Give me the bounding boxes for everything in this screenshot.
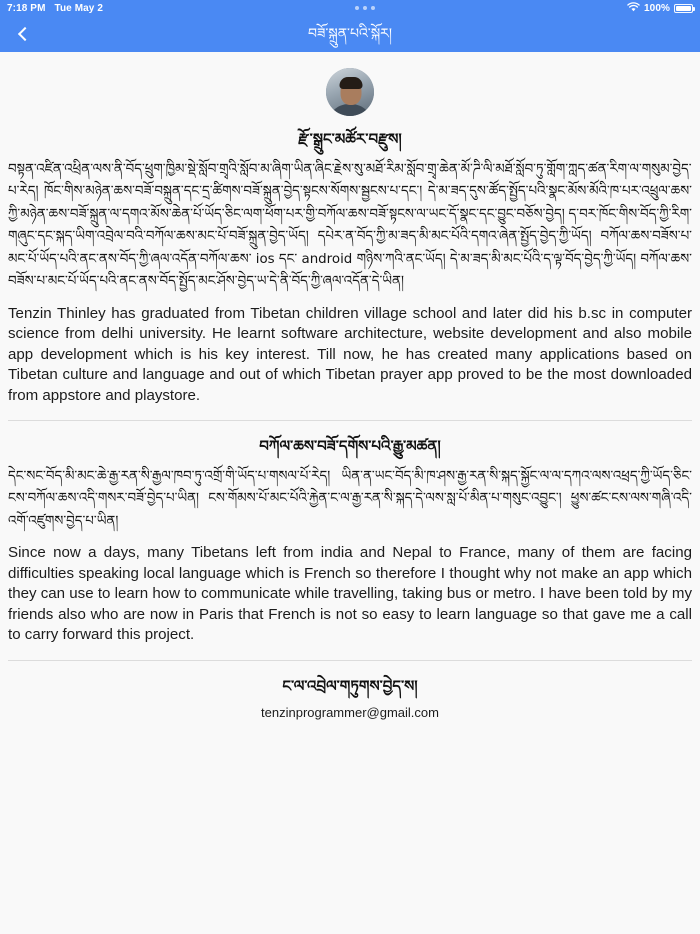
battery-percent-label: 100% [644,2,670,14]
content-scroll-area[interactable] [0,52,700,934]
dot-icon [371,6,375,10]
about-tibetan-paragraph: བསྟན་འཛིན་འཕྲིན་ལས་ནི་བོད་ཕྲུག་ཁྱིམ་སྡེ་སློབ་གྲྭའི་སློབ་མ་ཞིག་ཡིན་ཞིང་རྗེས་སུ་མཐོ་རིམ་སློབ་གྲྭ་ཆེན་མོ་ཌི་ལི་མཐོ་སློབ་ཏུ་གློག་ཀླད་ཚན་རིག་ལ་གསུམ་བྱེད་པ་རེད། ཁོང་གིས་མཉེན་ཆས་བཟོ་བསྐྲུན་དང་དྲ་ཚིགས་བཟོ་སྐྲུན་བྱེད་སྟངས་སོགས་སྦྱངས་པ་དང་། དེ་མ་ཟད་དུས་ཚོད་སྤྱོད་པའི་སྣང་མོས་མོའི་ཁ་པར་འཕྲུལ་ཆས་ཀྱི་མཉེན་ཆས་བཟོ་སྐྲུན་ལ་དགའ་མོས་ཆེན་པོ་ཡོད་ཅིང་ལག་ཕོག་པར་གྱི་བཀོལ་ཆས་བཟོ་སྟངས་ལ་ཡང་དོ་སྣང་དང་བྱུང་བཅོས་བྱེད། ད་བར་ཁོང་གིས་བོད་ཀྱི་རིག་གཞུང་དང་སྐད་ཡིག་འབྲེལ་བའི་བཀོལ་ཆས་མང་པོ་བཟོ་སྐྲུན་བྱེད་ཡོད། དཔེར་ན་བོད་ཀྱི་མ་ཟད་མི་མང་པོའི་དགའ་ཞེན་སྤྱོད་བྱེད་ཀྱི་ཡོད། བཀོལ་ཆས་བཟོས་པ་མང་པོ་ཡོད་པའི་ནང་ནས་བོད་ཀྱི་ཞལ་འདོན་བཀོལ་ཆས་ ios དང་ android གཉིས་ཀའི་ནང་ཡོད། དེ་མ་ཟད་མི་མང་པོའི་ད་ལྟ་བོད་བྱེད་ཀྱི་ཡོད། བཀོལ་ཆས་བཟོས་པ་མང་པོ་ཡོད་པའི་ནང་ནས་བོད་སྤྱོད་མང་ཤོས་བྱེད་ཡ་དེ་ནི་བོད་ཀྱི་ཞལ་འདོན་དེ་ཡིན། [8,161,692,290]
multitask-dots-icon [103,6,627,10]
status-bar [0,0,700,16]
section-heading-about: རྫོ་སྒྲུང་མཚོར་བརྫུས། [298,130,402,148]
dot-icon [355,6,359,10]
reason-english-paragraph: Since now a days, many Tibetans left from india and Nepal to France, many of them are facing difficulties speaking local language which is French so therefore I thought why not make an app which they can use to learn how to communicate while travelling, taking bus or metro. I have been told by my friends also who are now in Paris that French is not so easy to learn language so that gave me a call to carry forward this project. [8,544,692,644]
back-button[interactable] [0,16,46,52]
page-title: བཟོ་སྐྲུན་པའི་སྐོར། [307,26,393,42]
avatar-container [8,52,692,116]
wifi-icon [627,2,640,15]
chevron-left-icon [17,27,31,41]
section-heading-reason: བཀོལ་ཆས་བཟོ་དགོས་པའི་རྒྱུ་མཚན། [259,437,441,456]
battery-icon [674,4,693,13]
section-divider [8,420,692,421]
dot-icon [363,6,367,10]
avatar [326,68,374,116]
navigation-bar [0,16,700,52]
status-bar-left [7,3,103,14]
section-divider [8,660,692,661]
reason-tibetan-paragraph: དེང་སང་བོད་མི་མང་ཆེ་རྒྱ་རན་སི་རྒྱལ་ཁབ་ཏུ་འགྲོ་གི་ཡོད་པ་གསལ་པོ་རེད། ཡིན་ན་ཡང་བོད་མི་ཁ་ཤས་རྒྱ་རན་སི་སྐད་སྐྱོང་ལ་ལ་དཀའ་ལས་འཕྲད་ཀྱི་ཡོད་ཅིང་ངས་བཀོལ་ཆས་འདི་གསར་བཟོ་བྱེད་པ་ཡིན། ངས་གོམས་པོ་མང་པོའི་རྐྱེན་ང་ལ་རྒྱ་རན་སི་སྐད་དེ་ལས་སླ་པོ་མིན་པ་གསུང་འབྱུང་། ཕྱུས་ཚང་ངས་ལས་གཞི་འདི་འགོ་འཛུགས་བྱེད་པ་ཡིན། [8,468,692,529]
status-date: Tue May 2 [54,2,104,14]
section-heading-contact: ང་ལ་འབྲེལ་གཏུགས་བྱེད་ས། [282,676,418,695]
battery-fill [676,6,691,11]
status-time: 7:18 PM [7,2,46,14]
avatar-hair [339,77,362,89]
about-english-paragraph: Tenzin Thinley has graduated from Tibetan children village school and later did his b.sc in computer science from delhi university. He learnt software architecture, website development and also mobile app development which is his key interest. Till now, he has created many applications based on Tibetan culture and language and out of which Tibetan prayer app proved to be the most downloaded from appstore and playstore. [8,304,692,404]
status-bar-right [627,2,693,15]
contact-email[interactable]: tenzinprogrammer@gmail.com [261,705,439,721]
